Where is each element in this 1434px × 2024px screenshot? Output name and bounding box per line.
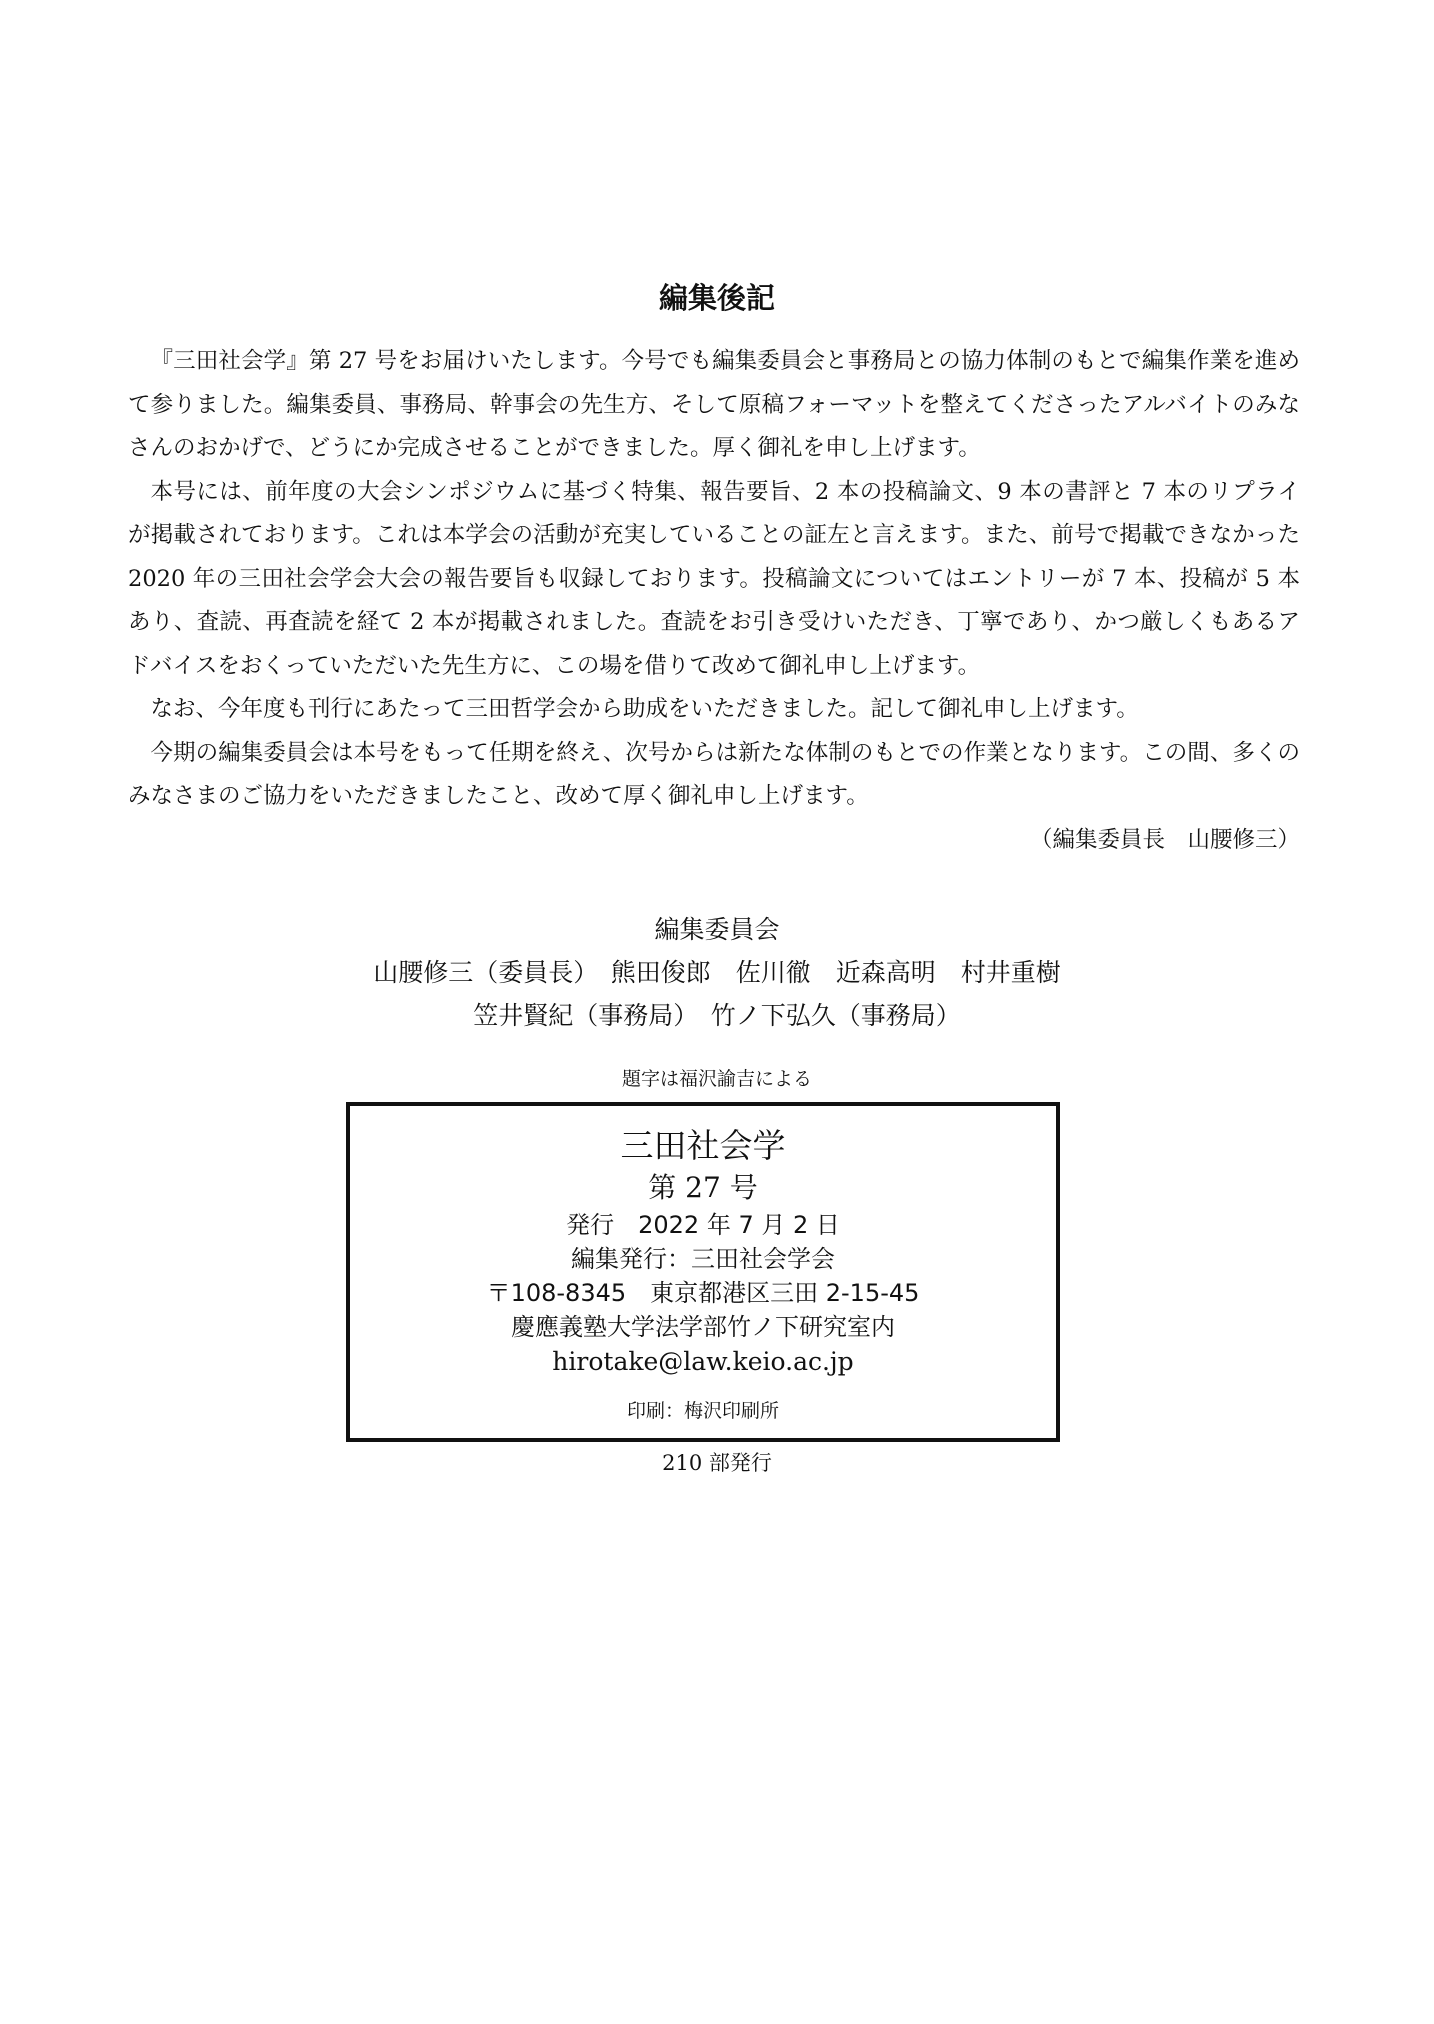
committee-members-line: 山腰修三（委員長） 熊田俊郎 佐川徹 近森高明 村井重樹 xyxy=(373,958,1061,987)
afterword-paragraph: 本号には、前年度の大会シンポジウムに基づく特集、報告要旨、2 本の投稿論文、9 本の書評と 7 本のリプライが掲載されております。これは本学会の活動が充実していることの証左と言えます。また、前号で掲載できなかった 2020 年の三田社会学会大会の報告要旨も収録しております。投稿論文についてはエントリーが 7 本、投稿が 5 本あり、査読、再査読を経て 2 本が掲載されました。査読をお引き受けいただき、丁寧であり、かつ厳しくもあるアドバイスをおくっていただいた先生方に、この場を借りて改めて御礼申し上げます。 xyxy=(128,478,1300,679)
calligraphy-note: 題字は福沢諭吉による xyxy=(621,1068,812,1090)
afterword-paragraph: 今期の編集委員会は本号をもって任期を終え、次号からは新たな体制のもとでの作業となります。この間、多くのみなさまのご協力をいただきましたこと、改めて厚く御礼申し上げます。 xyxy=(128,739,1300,809)
print-run: 210 部発行 xyxy=(662,1451,772,1475)
committee-title: 編集委員会 xyxy=(654,915,780,944)
office-location: 慶應義塾大学法学部竹ノ下研究室内 xyxy=(511,1313,895,1341)
editorial-committee xyxy=(0,908,1434,1037)
journal-title: 三田社会学 xyxy=(620,1126,786,1165)
afterword-paragraph: 『三田社会学』第 27 号をお届けいたします。今号でも編集委員会と事務局との協力体制のもとで編集作業を進めて参りました。編集委員、事務局、幹事会の先生方、そして原稿フォーマットを整えてくださったアルバイトのみなさんのおかげで、どうにか完成させることができました。厚く御礼を申し上げます。 xyxy=(128,348,1300,461)
issue-number: 第 27 号 xyxy=(648,1171,758,1204)
printer: 印刷：梅沢印刷所 xyxy=(626,1400,779,1422)
afterword-heading: 編集後記 xyxy=(658,281,775,315)
publication-date: 発行 2022 年 7 月 2 日 xyxy=(566,1211,840,1239)
afterword-signature: （編集委員長 山腰修三） xyxy=(1029,826,1300,853)
afterword-paragraph: なお、今年度も刊行にあたって三田哲学会から助成をいただきました。記して御礼申し上げます。 xyxy=(150,696,1139,722)
afterword-body xyxy=(128,340,1300,862)
committee-members-line: 笠井賢紀（事務局） 竹ノ下弘久（事務局） xyxy=(473,1001,961,1030)
postal-address: 〒108-8345 東京都港区三田 2-15-45 xyxy=(486,1279,920,1307)
contact-email: hirotake@law.keio.ac.jp xyxy=(552,1347,854,1376)
publisher: 編集発行：三田社会学会 xyxy=(571,1245,835,1273)
colophon-box xyxy=(346,1102,1060,1442)
